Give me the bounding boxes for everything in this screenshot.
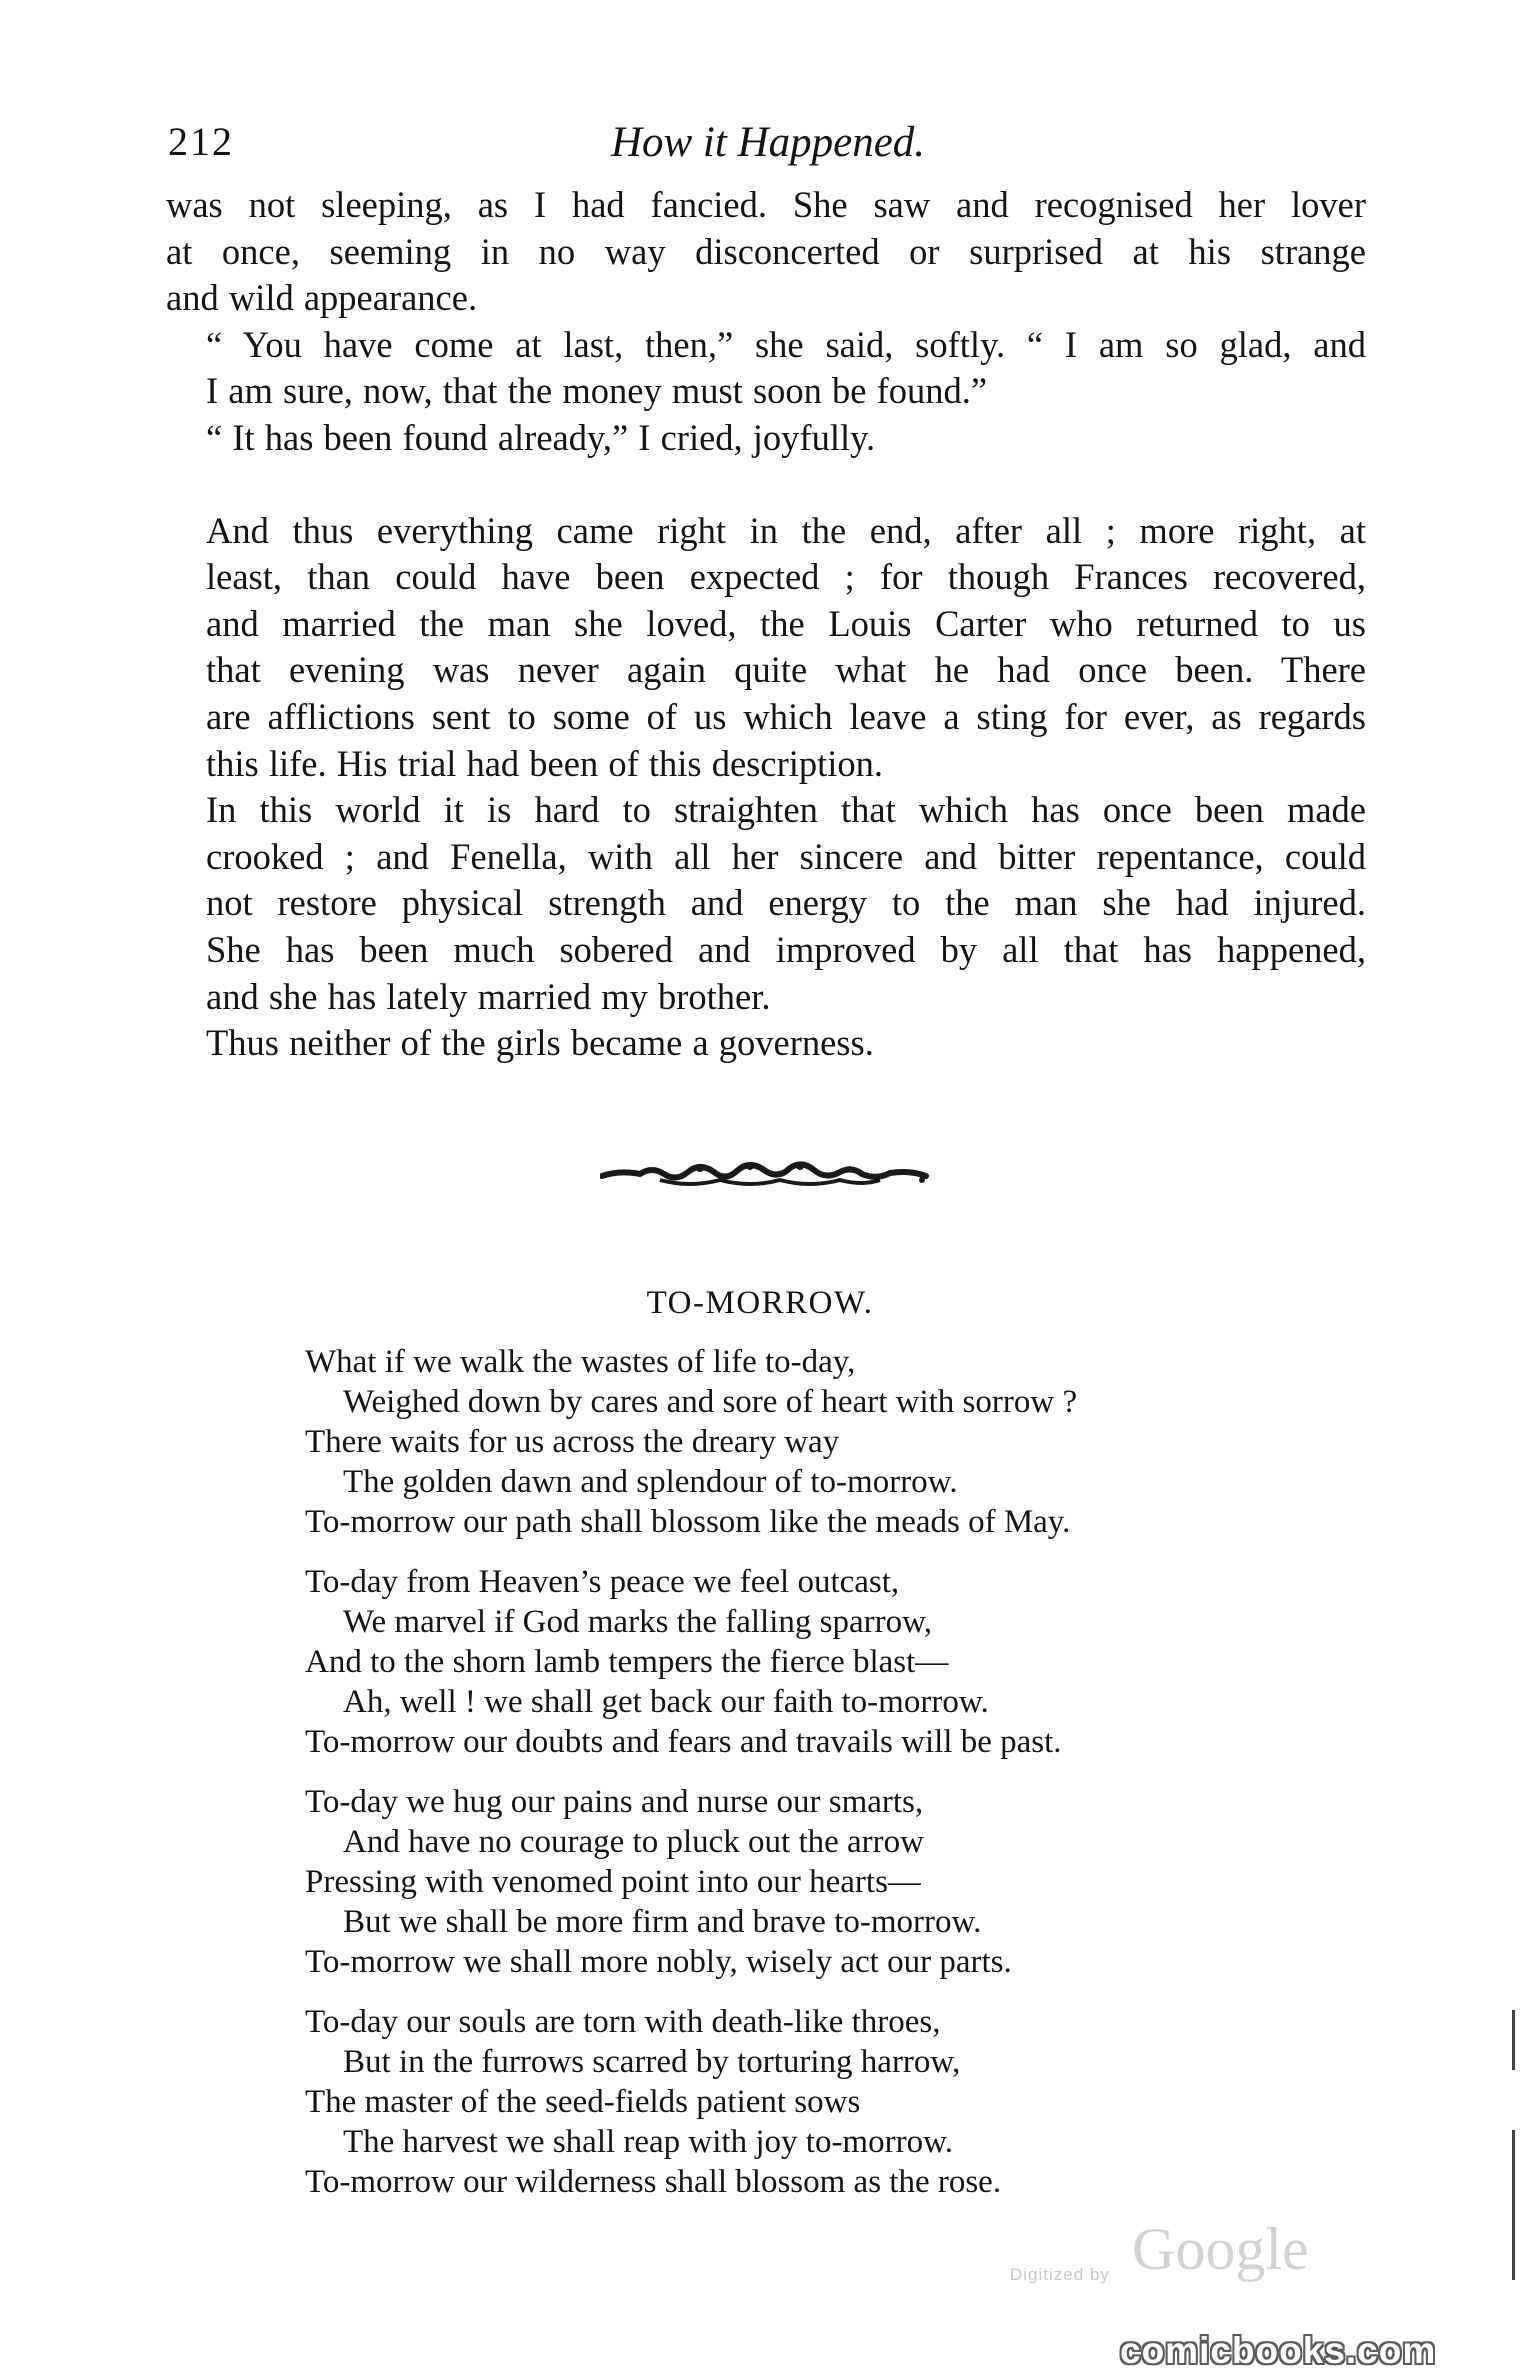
text-line: In this world it is hard to straighten that which has once been made xyxy=(206,789,1366,831)
page-header xyxy=(168,118,1368,178)
prose-text xyxy=(166,182,1366,1067)
poem xyxy=(305,1342,1305,2222)
poem-title: TO-MORROW. xyxy=(646,1285,874,1321)
text-line: that evening was never again quite what he had once been. There xyxy=(206,649,1366,691)
page-number: 212 xyxy=(168,119,234,164)
text-line: I am sure, now, that the money must soon be found.” xyxy=(206,370,988,412)
poem-line: To-day we hug our pains and nurse our smarts, xyxy=(305,1784,924,1820)
stanza-3 xyxy=(305,1782,1305,1982)
text-line: And thus everything came right in the end, after all ; more right, at xyxy=(206,509,1366,551)
poem-line: We marvel if God marks the falling sparrow, xyxy=(343,1604,933,1640)
text-line: was not sleeping, as I had fancied. She saw and recognised her lover xyxy=(166,184,1366,225)
poem-line: And to the shorn lamb tempers the fierce blast— xyxy=(305,1644,949,1680)
poem-line: To-morrow our wilderness shall blossom as the rose. xyxy=(305,2164,1002,2200)
text-line: are afflictions sent to some of us which leave a sting for ever, as regards xyxy=(206,695,1366,737)
text-line: She has been much sobered and improved by all that has happened, xyxy=(206,928,1366,970)
site-watermark: comicbooks.com xyxy=(1120,2330,1437,2371)
poem-line: To-day from Heaven’s peace we feel outcast, xyxy=(305,1564,900,1600)
poem-line: To-morrow our path shall blossom like the meads of May. xyxy=(305,1504,1071,1540)
poem-line: But we shall be more firm and brave to-morrow. xyxy=(343,1904,982,1940)
text-line: Thus neither of the girls became a governess. xyxy=(206,1022,874,1064)
page-edge-mark xyxy=(1512,2130,1515,2280)
poem-line: To-morrow our doubts and fears and travails will be past. xyxy=(305,1724,1062,1760)
text-line: not restore physical strength and energy to the man she had injured. xyxy=(206,882,1366,924)
poem-line: Pressing with venomed point into our hearts— xyxy=(305,1864,921,1900)
text-line: least, than could have been expected ; for though Frances recovered, xyxy=(206,556,1366,598)
stanza-2 xyxy=(305,1562,1305,1762)
section-gap xyxy=(166,462,1366,508)
stanza-1 xyxy=(305,1342,1305,1542)
page-edge-mark xyxy=(1512,2010,1515,2070)
text-line: at once, seeming in no way disconcerted or surprised at his strange xyxy=(166,230,1366,272)
poem-line: Weighed down by cares and sore of heart with sorrow ? xyxy=(343,1384,1078,1420)
poem-line: There waits for us across the dreary way xyxy=(305,1424,840,1460)
poem-line: The harvest we shall reap with joy to-morrow. xyxy=(343,2124,954,2160)
paragraph-2 xyxy=(166,322,1366,415)
text-line: and she has lately married my brother. xyxy=(206,975,771,1017)
paragraph-1 xyxy=(166,182,1366,322)
poem-line: To-morrow we shall more nobly, wisely act our parts. xyxy=(305,1944,1012,1980)
ornament-divider-icon xyxy=(600,1158,930,1194)
poem-line: And have no courage to pluck out the arrow xyxy=(343,1824,924,1860)
poem-line: What if we walk the wastes of life to-day, xyxy=(305,1344,856,1380)
poem-line: Ah, well ! we shall get back our faith to-morrow. xyxy=(343,1684,989,1720)
paragraph-4 xyxy=(166,508,1366,788)
text-line: “ You have come at last, then,” she said, softly. “ I am so glad, and xyxy=(206,323,1366,365)
paragraph-5 xyxy=(166,787,1366,1020)
text-line: and married the man she loved, the Louis Carter who returned to us xyxy=(206,602,1366,644)
paragraph-6 xyxy=(166,1020,1366,1067)
poem-line: The golden dawn and splendour of to-morrow. xyxy=(343,1464,958,1500)
google-logo: Google xyxy=(1132,2216,1309,2282)
paragraph-3 xyxy=(166,415,1366,462)
poem-line: But in the furrows scarred by torturing harrow, xyxy=(343,2044,961,2080)
poem-line: To-day our souls are torn with death-like throes, xyxy=(305,2004,941,2040)
text-line: this life. His trial had been of this description. xyxy=(206,742,884,784)
text-line: crooked ; and Fenella, with all her sincere and bitter repentance, could xyxy=(206,835,1366,877)
watermark-digitized-text: Digitized by xyxy=(1010,2265,1110,2284)
text-line: and wild appearance. xyxy=(166,277,478,319)
text-line: “ It has been found already,” I cried, joyfully. xyxy=(206,416,876,458)
google-watermark xyxy=(1010,2215,1320,2305)
stanza-4 xyxy=(305,2002,1305,2202)
running-head: How it Happened. xyxy=(610,119,926,166)
poem-line: The master of the seed-fields patient sows xyxy=(305,2084,861,2120)
